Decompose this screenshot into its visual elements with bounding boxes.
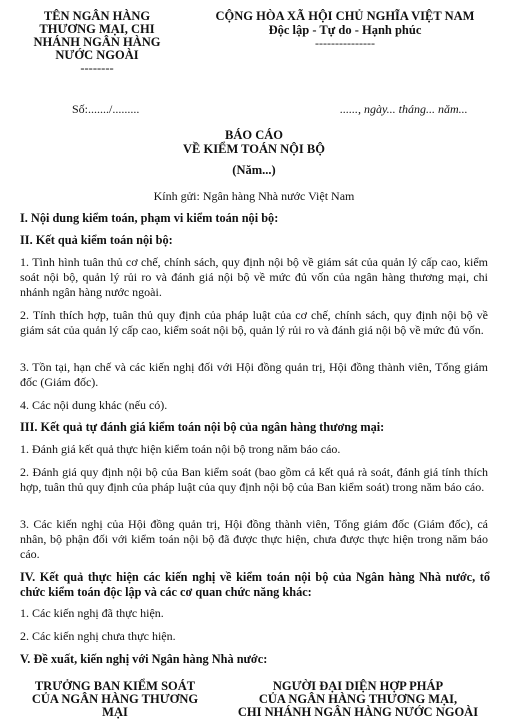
bank-name-line: NƯỚC NGOÀI [55,48,139,62]
signature-right-line: CỦA NGÂN HÀNG THƯƠNG MẠI, [258,692,458,706]
section-3-item-3: 3. Các kiến nghị của Hội đồng quản trị, Hội đồng thành viên, Tổng giám đốc (Giám đốc), cá nhân, bộ phận đối với kiểm toán nội bộ đã được thực hiện, chưa được thực hiện trong năm báo cáo. [20,517,488,561]
section-3-item-1: 1. Đánh giá kết quả thực hiện kiểm toán nội bộ trong năm báo cáo. [20,442,341,456]
section-3-heading: III. Kết quả tự đánh giá kiểm toán nội bộ của ngân hàng thương mại: [20,420,385,434]
national-rule: --------------- [315,36,375,50]
section-4-heading: IV. Kết quả thực hiện các kiến nghị về kiểm toán nội bộ của Ngân hàng Nhà nước, tổ chức kiểm toán độc lập và các cơ quan chức năng khác: [20,570,490,599]
document-number: Số:......./......... [72,102,140,116]
report-year: (Năm...) [232,163,276,177]
bank-name-line: TÊN NGÂN HÀNG [43,9,151,23]
section-2-heading: II. Kết quả kiểm toán nội bộ: [20,233,173,247]
signature-right-line: CHI NHÁNH NGÂN HÀNG NƯỚC NGOÀI [237,705,479,719]
recipient: Kính gửi: Ngân hàng Nhà nước Việt Nam [153,189,355,203]
signature-legal-representative [218,680,498,719]
section-5-heading: V. Đề xuất, kiến nghị với Ngân hàng Nhà nước: [20,652,268,666]
report-title-line2: VỀ KIỂM TOÁN NỘI BỘ [183,142,325,156]
bank-name-line: THƯƠNG MẠI, CHI [39,22,155,36]
national-title: CỘNG HÒA XÃ HỘI CHỦ NGHĨA VIỆT NAM [215,9,475,23]
bank-name-rule: -------- [80,61,114,75]
national-header [190,10,500,49]
signature-left-line: MẠI [102,705,128,719]
signature-supervisory-board [20,680,210,719]
document-date: ......, ngày... tháng... năm... [340,102,468,116]
section-4-item-2: 2. Các kiến nghị chưa thực hiện. [20,629,176,643]
national-motto: Độc lập - Tự do - Hạnh phúc [268,23,422,37]
section-1-heading: I. Nội dung kiểm toán, phạm vi kiểm toán nội bộ: [20,211,279,225]
report-title [0,128,508,177]
section-2-item-3: 3. Tồn tại, hạn chế và các kiến nghị đối với Hội đồng quản trị, Hội đồng thành viên, Tổng giám đốc (Giám đốc). [20,360,488,389]
report-title-line1: BÁO CÁO [225,128,283,142]
section-2-item-1: 1. Tình hình tuân thủ cơ chế, chính sách, quy định nội bộ về giám sát của quản lý cấp cao, kiểm soát nội bộ, quản lý rủi ro và đánh giá nội bộ về mức đủ vốn của ngân hàng thương mại, chi nhánh ngân hàng nước ngoài. [20,255,488,299]
section-4-item-1: 1. Các kiến nghị đã thực hiện. [20,606,164,620]
section-2-item-4: 4. Các nội dung khác (nếu có). [20,398,168,412]
section-3-item-2: 2. Đánh giá quy định nội bộ của Ban kiểm soát (bao gồm cả kết quả rà soát, đánh giá tính thích hợp, tuân thủ quy định của pháp luật của quy định nội bộ của Ban kiểm soát) trong năm báo cáo. [20,465,488,494]
signature-left-line: CỦA NGÂN HÀNG THƯƠNG [31,692,199,706]
section-2-item-2: 2. Tính thích hợp, tuân thủ quy định của pháp luật của cơ chế, chính sách, quy định nội bộ về giám sát của quản lý cấp cao, kiểm soát nội bộ, quản lý rủi ro và đánh giá nội bộ về mức đủ vốn. [20,308,488,337]
bank-name-line: NHÁNH NGÂN HÀNG [33,35,161,49]
bank-name-block [22,10,172,74]
signature-right-line: NGƯỜI ĐẠI DIỆN HỢP PHÁP [272,679,444,693]
signature-left-line: TRƯỞNG BAN KIỂM SOÁT [34,679,196,693]
